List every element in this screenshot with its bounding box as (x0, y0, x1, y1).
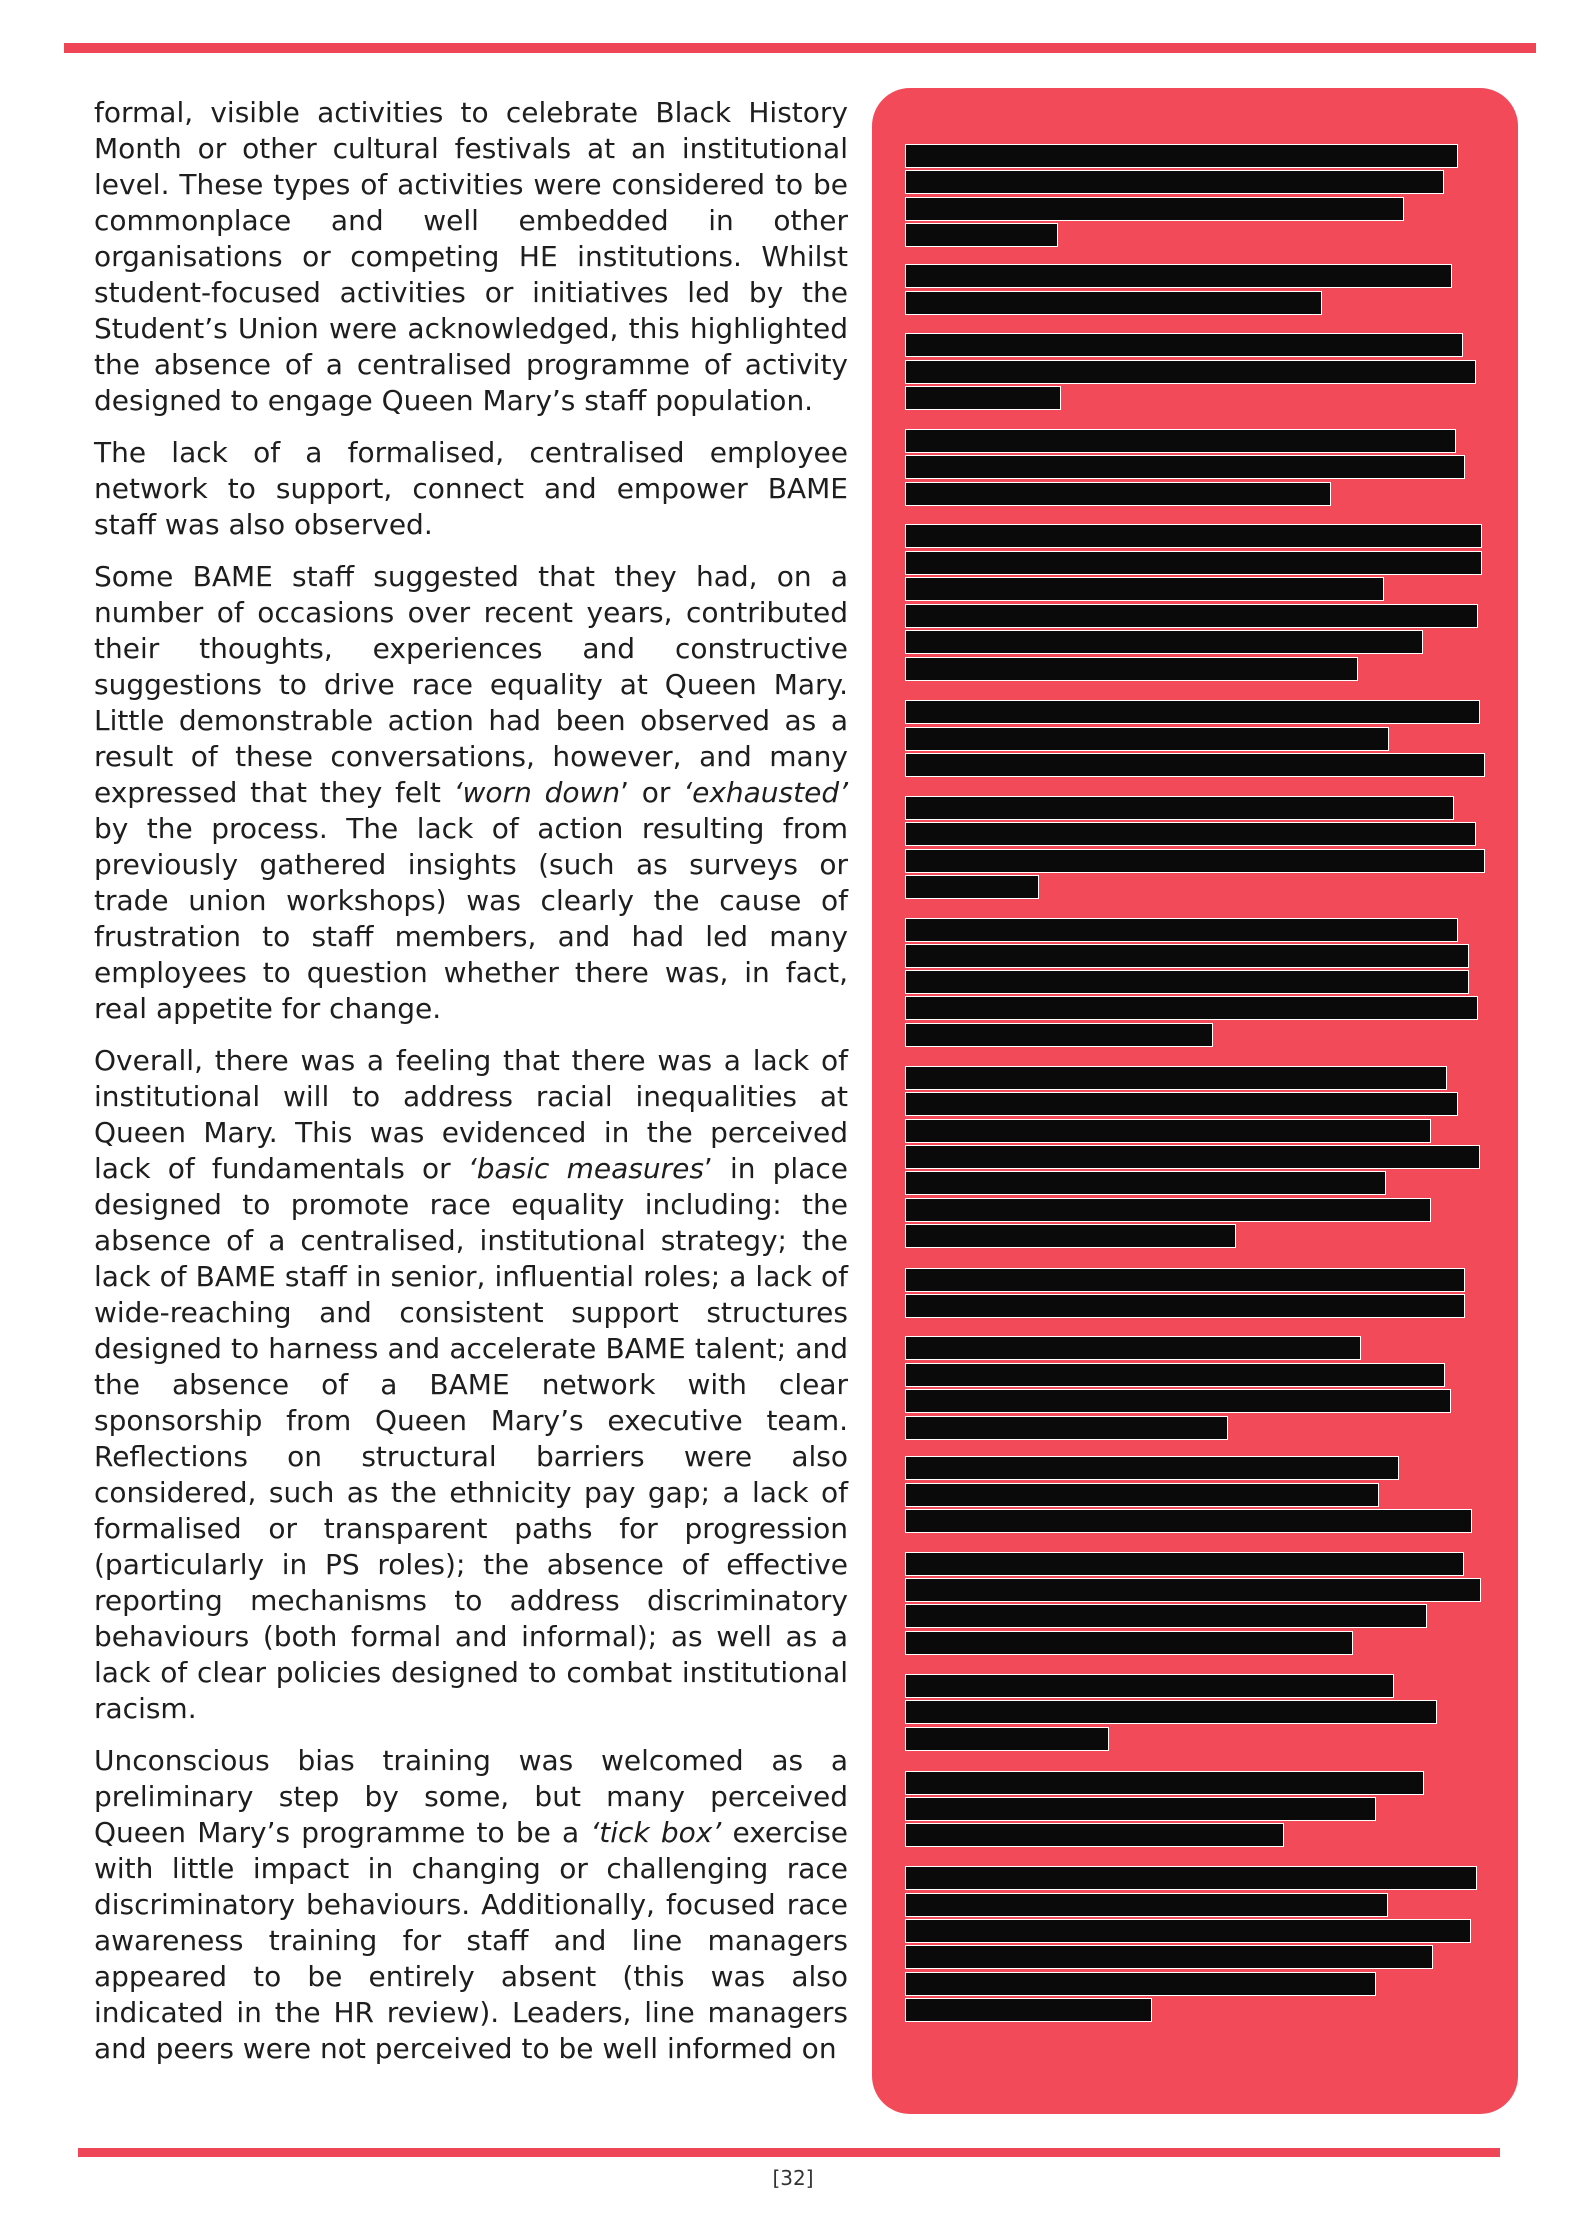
redaction-bar (906, 1199, 1430, 1221)
redaction-bar (906, 701, 1479, 723)
redaction-bar (906, 198, 1403, 220)
redaction-bar (906, 1920, 1470, 1942)
redaction-bar (906, 430, 1455, 452)
paragraph-5 (94, 1743, 848, 2067)
paragraph-3-text-a: Some BAME staff suggested that they had, on a number of occasions over recent years, contributed their thoughts, experiences and constructive suggestions to drive race equality at Queen Mary. Little demonstrable action had been observed as a result of these conversations, however, and many expressed that they felt (94, 560, 848, 809)
redaction-bar (906, 1225, 1235, 1247)
paragraph-2: The lack of a formalised, centralised employee network to support, connect and empower BAME staff was also observed. (94, 436, 848, 541)
redaction-bar (906, 797, 1453, 819)
paragraph-3-quote-worn-down: ‘worn down (453, 776, 621, 809)
redaction-bar (906, 387, 1060, 409)
redaction-bar (906, 1457, 1398, 1479)
paragraph-5-quote-tick-box: ‘tick box’ (590, 1816, 722, 1849)
redaction-bar (906, 1728, 1108, 1750)
redaction-bar (906, 483, 1330, 505)
redaction-bar (906, 578, 1383, 600)
paragraph-4-text-c: ’ in place designed to promote race equality including: the absence of a centralised, institutional strategy; the lack of BAME staff in senior, influential roles; a lack of wide-reaching and consistent support structures designed to harness and accelerate BAME talent; and the absence of a BAME network with clear sponsorship from Queen Mary’s executive team. Reflections on structural barriers were also considered, such as the ethnicity pay gap; a lack of formalised or transparent paths for progression (particularly in PS roles); the absence of effective reporting mechanisms to address discriminatory behaviours (both formal and informal); as well as a lack of clear policies designed to combat institutional racism. (94, 1152, 848, 1725)
paragraph-5-text-c: exercise with little impact in changing or challenging race discriminatory behaviours. Additionally, focused race awareness training for staff and line managers appeared to be entirely absent (this was also indicated in the HR review). Leaders, line managers and peers were not perceived to be well informed on (94, 1816, 849, 2065)
redaction-bar (906, 1824, 1283, 1846)
redaction-bar (906, 1772, 1423, 1794)
redaction-bar (906, 525, 1481, 547)
bottom-rule (78, 2148, 1500, 2157)
paragraph-4-text-a: Overall, there was a feeling that there was a lack of institutional will to address racial inequalities at Queen Mary. This was evidenced in the perceived lack of fundamentals or (94, 1044, 848, 1185)
redaction-bar (906, 1337, 1360, 1359)
redaction-bar (906, 1701, 1436, 1723)
paragraph-5-text-a: Unconscious bias training was welcomed as a preliminary step by some, but many perceived Queen Mary’s programme to be a (94, 1744, 848, 1849)
redaction-bar (906, 1675, 1393, 1697)
redaction-bar (906, 1146, 1479, 1168)
redaction-bar (906, 971, 1468, 993)
paragraph-3 (94, 559, 848, 1027)
redaction-bar (906, 658, 1357, 680)
redaction-bar (906, 361, 1475, 383)
redaction-bar (906, 850, 1484, 872)
redaction-bar (906, 1867, 1476, 1889)
redaction-bar (906, 334, 1462, 356)
paragraph-3-quote-exhausted: ‘exhausted’ (683, 776, 849, 809)
redaction-bar (906, 823, 1475, 845)
redaction-bar (906, 1269, 1464, 1291)
redaction-bar (906, 456, 1464, 478)
redaction-bar (906, 945, 1468, 967)
redaction-bar (906, 754, 1484, 776)
redaction-bar (906, 997, 1477, 1019)
redaction-bar (906, 876, 1038, 898)
redaction-bar (906, 1946, 1432, 1968)
page-number: [32] (772, 2166, 814, 2190)
redaction-bar (906, 1024, 1212, 1046)
redaction-bar (906, 728, 1388, 750)
redaction-bar (906, 631, 1422, 653)
redaction-bar (906, 1553, 1463, 1575)
redaction-bar (906, 1605, 1426, 1627)
redaction-bar (906, 1120, 1430, 1142)
redaction-bar (906, 605, 1477, 627)
redaction-bar (906, 1999, 1151, 2021)
redaction-bar (906, 1390, 1450, 1412)
redaction-bar (906, 224, 1057, 246)
body-text (94, 95, 848, 2083)
redaction-bar (906, 1632, 1352, 1654)
redaction-bar (906, 1484, 1378, 1506)
redaction-bar (906, 1894, 1387, 1916)
redaction-bar (906, 1364, 1444, 1386)
redaction-bar (906, 1798, 1375, 1820)
paragraph-1: formal, visible activities to celebrate Black History Month or other cultural festivals at an institutional level. These types of activities were considered to be commonplace and well embedded in other organisations or competing HE institutions. Whilst student-focused activities or initiatives led by the Student’s Union were acknowledged, this highlighted the absence of a centralised programme of activity designed to engage Queen Mary’s staff population. (94, 96, 848, 417)
redaction-bar (906, 1973, 1375, 1995)
redaction-bar (906, 1067, 1446, 1089)
redaction-bar (906, 1579, 1480, 1601)
redaction-bar (906, 145, 1457, 167)
paragraph-4-quote-basic-measures: ‘basic measures (467, 1152, 704, 1185)
redaction-bar (906, 1510, 1471, 1532)
redaction-bar (906, 1093, 1457, 1115)
redaction-bar (906, 1172, 1385, 1194)
redaction-bar (906, 919, 1457, 941)
paragraph-3-text-e: by the process. The lack of action resulting from previously gathered insights (such as surveys or trade union workshops) was clearly the cause of frustration to staff members, and had led many employees to question whether there was, in fact, real appetite for change. (94, 812, 848, 1025)
top-rule (64, 43, 1536, 53)
paragraph-3-text-c: ’ or (620, 776, 684, 809)
redaction-bar (906, 552, 1481, 574)
redaction-bar (906, 265, 1451, 287)
paragraph-4 (94, 1043, 848, 1727)
redaction-bar (906, 292, 1321, 314)
redaction-bar (906, 171, 1443, 193)
redaction-bar (906, 1417, 1227, 1439)
redaction-bar (906, 1295, 1464, 1317)
